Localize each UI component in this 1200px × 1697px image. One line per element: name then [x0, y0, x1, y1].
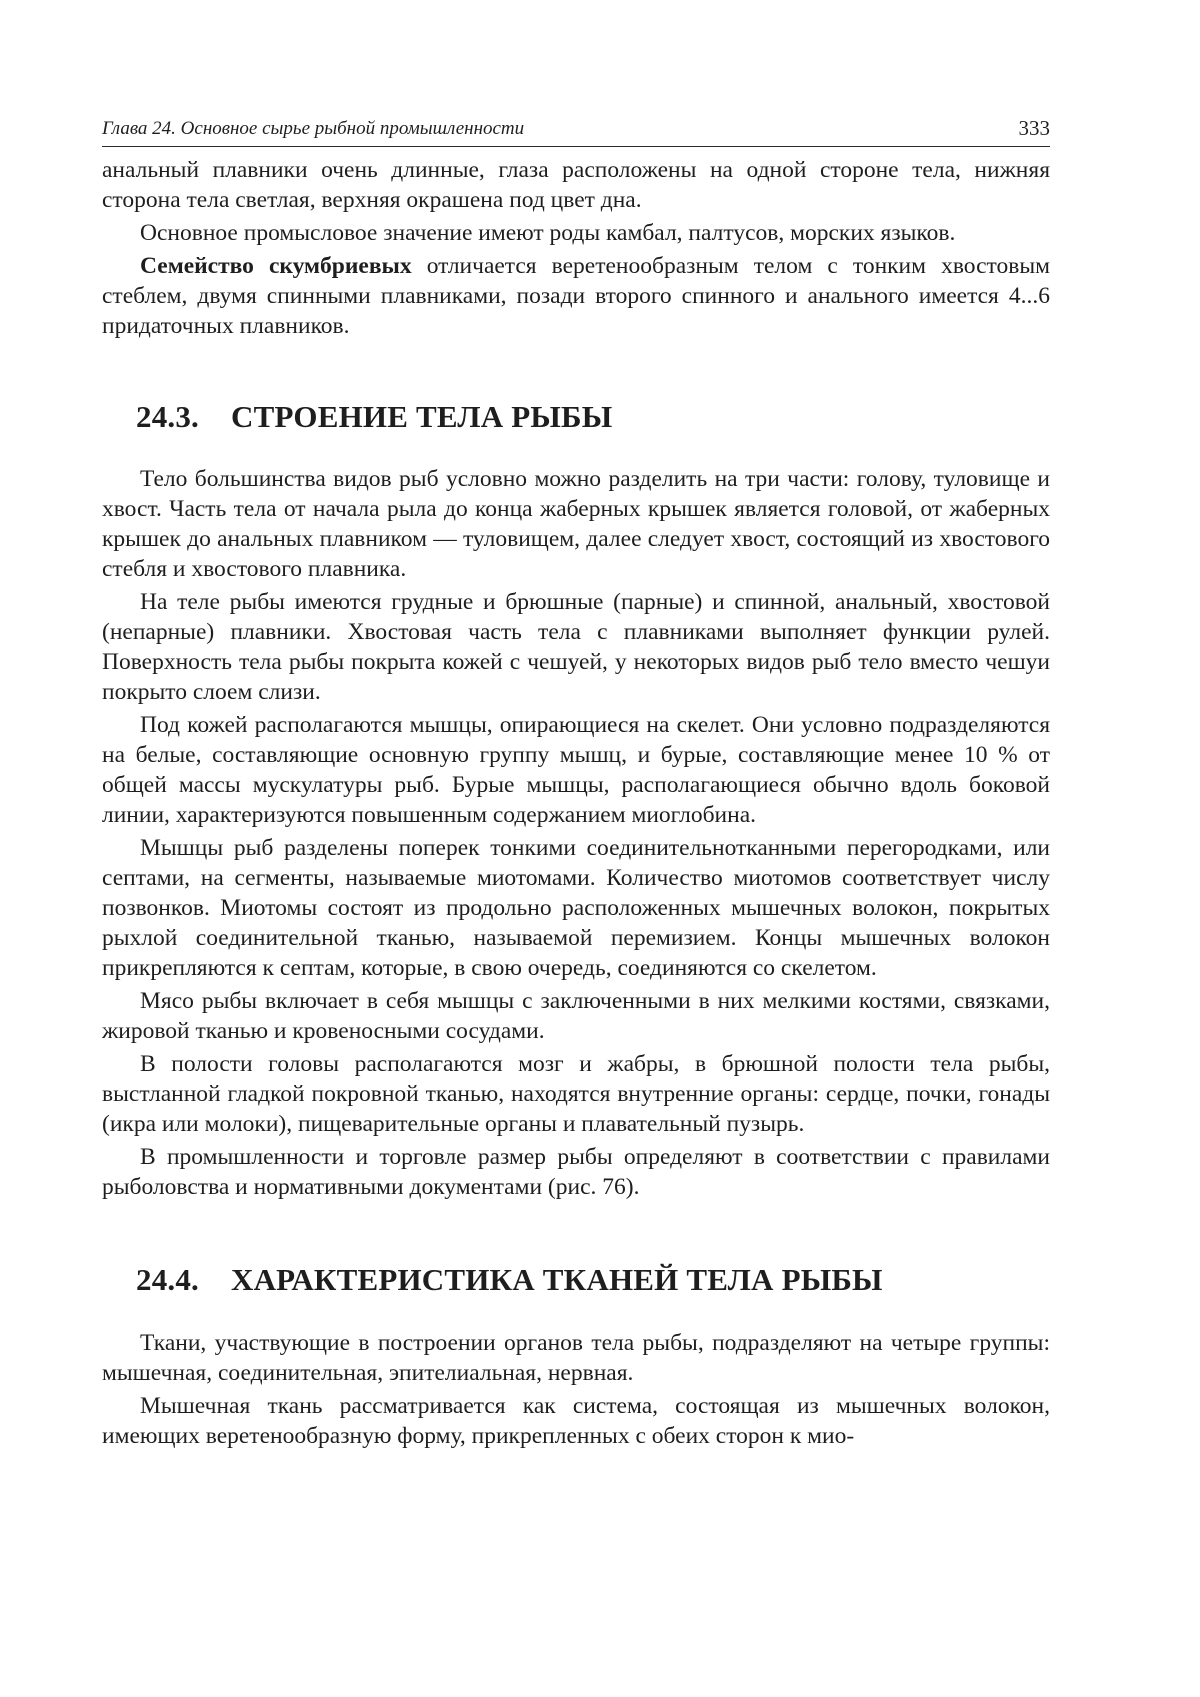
paragraph: Мышечная ткань рассматривается как система, состоящая из мышечных волокон, имеющих веретенообразную форму, прикрепленных с обеих сторон к мио- — [102, 1393, 1050, 1449]
paragraph: В промышленности и торговле размер рыбы определяют в соответствии с правилами рыболовства и нормативными документами (рис. 76). — [102, 1144, 1050, 1200]
section-title: СТРОЕНИЕ ТЕЛА РЫБЫ — [231, 399, 613, 434]
page-header — [102, 116, 1050, 147]
section-number: 24.4. — [136, 1262, 199, 1297]
paragraph: На теле рыбы имеются грудные и брюшные (парные) и спинной, анальный, хвостовой (непарные) плавники. Хвостовая часть тела с плавниками выполняет функции рулей. Поверхность тела рыбы покрыта кожей с чешуей, у некоторых видов рыб тело вместо чешуи покрыто слоем слизи. — [102, 589, 1050, 705]
running-title: Глава 24. Основное сырье рыбной промышленности — [102, 118, 525, 139]
paragraph: анальный плавники очень длинные, глаза расположены на одной стороне тела, нижняя сторона тела светлая, верхняя окрашена под цвет дна. — [102, 157, 1050, 213]
page-number: 333 — [1018, 116, 1050, 140]
paragraph-scombrid — [102, 251, 1050, 341]
section-heading-24-3 — [136, 397, 1050, 437]
scombrid-text: отличается веретенообразным телом с тонким хвостовым стеблем, двумя спинными плавниками, позади второго спинного и анального имеется 4...6 придаточных плавников. — [102, 253, 1050, 339]
term-scombrid: Семейство скумбриевых — [140, 253, 412, 279]
paragraph: Тело большинства видов рыб условно можно разделить на три части: голову, туловище и хвост. Часть тела от начала рыла до конца жаберных крышек является головой, от жаберных крышек до анальных плавником — туловищем, далее следует хвост, состоящий из хвостового стебля и хвостового плавника. — [102, 466, 1050, 582]
paragraph: Основное промысловое значение имеют роды камбал, палтусов, морских языков. — [140, 220, 956, 246]
page-body — [102, 155, 1050, 1451]
paragraph: В полости головы располагаются мозг и жабры, в брюшной полости тела рыбы, выстланной гладкой покровной тканью, находятся внутренние органы: сердце, почки, гонады (икра или молоки), пищеварительные органы и плавательный пузырь. — [102, 1051, 1050, 1137]
paragraph: Мясо рыбы включает в себя мышцы с заключенными в них мелкими костями, связками, жировой тканью и кровеносными сосудами. — [102, 988, 1050, 1044]
section-title: ХАРАКТЕРИСТИКА ТКАНЕЙ ТЕЛА РЫБЫ — [231, 1262, 883, 1297]
section-heading-24-4 — [136, 1260, 1050, 1300]
section-number: 24.3. — [136, 399, 199, 434]
paragraph: Под кожей располагаются мышцы, опирающиеся на скелет. Они условно подразделяются на белые, составляющие основную группу мышц, и бурые, составляющие менее 10 % от общей массы мускулатуры рыб. Бурые мышцы, располагающиеся обычно вдоль боковой линии, характеризуются повышенным содержанием миоглобина. — [102, 712, 1050, 828]
paragraph: Мышцы рыб разделены поперек тонкими соединительнотканными перегородками, или септами, на сегменты, называемые миотомами. Количество миотомов соответствует числу позвонков. Миотомы состоят из продольно расположенных мышечных волокон, покрытых рыхлой соединительной тканью, называемой перемизием. Концы мышечных волокон прикрепляются к септам, которые, в свою очередь, соединяются со скелетом. — [102, 835, 1050, 981]
paragraph: Ткани, участвующие в построении органов тела рыбы, подразделяют на четыре группы: мышечная, соединительная, эпителиальная, нервная. — [102, 1330, 1050, 1386]
